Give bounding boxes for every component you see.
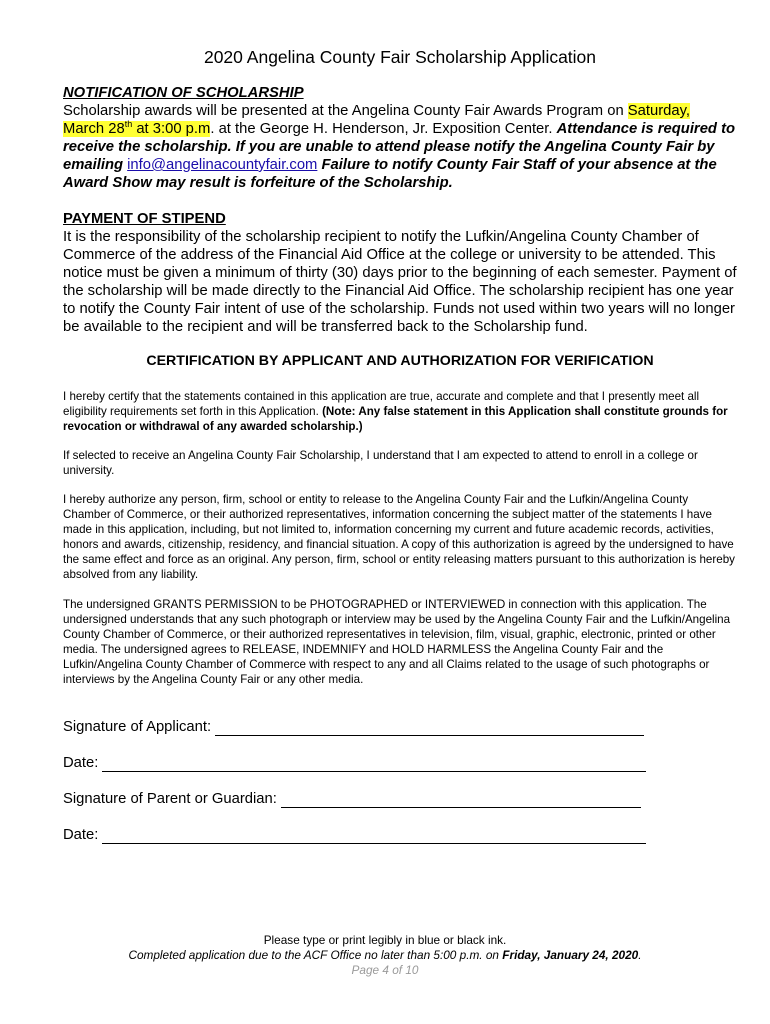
date-field-2[interactable] bbox=[63, 826, 646, 844]
date-label-2: Date: bbox=[63, 827, 99, 843]
notification-section bbox=[63, 84, 737, 192]
parent-signature-line[interactable] bbox=[281, 793, 641, 808]
forfeiture-notice: Failure to notify County Fair Staff of your absence at the Award Show may result is forfeiture of the Scholarship. bbox=[63, 157, 717, 191]
page-title: 2020 Angelina County Fair Scholarship Application bbox=[203, 47, 597, 67]
applicant-signature-label: Signature of Applicant: bbox=[63, 719, 212, 735]
stipend-body: It is the responsibility of the scholarship recipient to notify the Lufkin/Angelina County Chamber of Commerce of the address of the Financial Aid Office at the college or university to be attended. This notice must be given a minimum of thirty (30) days prior to the beginning of each semester. Payment of the scholarship will be made directly to the Financial Aid Office. The scholarship recipient has one year to notify the County Fair intent of use of the scholarship. Funds not used within two years will no longer be available to the recipient and will be transferred back to the Scholarship fund. bbox=[63, 229, 737, 335]
authorization-paragraph: I hereby authorize any person, firm, school or entity to release to the Angelina County Fair and the Lufkin/Angelina County Chamber of Commerce, or their authorized representatives, information concerning the subject matter of the statements I have made in this application, including, but not limited to, information concerning my current and future academic records, activities, honors and awards, citizenship, residency, and financial situation. A copy of this authorization is agreed by the undersigned to have the same effect and force as an original. Any person, firm, school or entity releasing matters pursuant to this authorization is hereby absolved from any liability. bbox=[63, 493, 735, 581]
highlight-date: Saturday, March 28th at 3:00 p.m bbox=[63, 103, 691, 137]
date-field[interactable] bbox=[63, 754, 646, 772]
photo-permission-paragraph: The undersigned GRANTS PERMISSION to be PHOTOGRAPHED or INTERVIEWED in connection with this application. The undersigned understands that any such photograph or interview may be used by the Angelina County Fair and the Lufkin/Angelina County Chamber of Commerce, or their authorized representatives in television, film, visual, graphic, electronic, printed or other media. The undersigned agrees to RELEASE, INDEMNIFY and HOLD HARMLESS the Angelina County Fair and the Lufkin/Angelina County Chamber of Commerce with respect to any and all Claims related to the usage of such photographs or interviews by the Angelina County Fair or any other media. bbox=[63, 598, 731, 686]
footer-instruction: Please type or print legibly in blue or black ink. bbox=[263, 933, 507, 947]
notification-heading: NOTIFICATION OF SCHOLARSHIP bbox=[63, 85, 304, 101]
applicant-signature-field[interactable] bbox=[63, 718, 644, 736]
email-link[interactable]: info@angelinacountyfair.com bbox=[127, 157, 318, 173]
attendance-notice: Attendance is required to receive the scholarship. If you are unable to attend please notify the Angelina County Fair by emailing bbox=[63, 121, 736, 173]
stipend-section bbox=[63, 210, 737, 336]
parent-signature-field[interactable] bbox=[63, 790, 641, 808]
footer-deadline: Completed application due to the ACF Office no later than 5:00 p.m. on Friday, January 24, 2020. bbox=[128, 948, 642, 962]
notification-text: Scholarship awards will be presented at the Angelina County Fair Awards Program on bbox=[63, 103, 628, 119]
certification-heading: CERTIFICATION BY APPLICANT AND AUTHORIZATION FOR VERIFICATION bbox=[146, 353, 654, 369]
parent-signature-label: Signature of Parent or Guardian: bbox=[63, 791, 277, 807]
stipend-heading: PAYMENT OF STIPEND bbox=[63, 211, 226, 227]
date-label: Date: bbox=[63, 755, 99, 771]
notification-text-2: . at the George H. Henderson, Jr. Exposition Center. bbox=[210, 121, 557, 137]
notification-body bbox=[63, 102, 737, 192]
applicant-signature-line[interactable] bbox=[215, 721, 644, 736]
date-line-2[interactable] bbox=[102, 829, 646, 844]
certification-paragraph-2: If selected to receive an Angelina County Fair Scholarship, I understand that I am expected to attend to enroll in a college or university. bbox=[63, 449, 698, 477]
date-line[interactable] bbox=[102, 757, 646, 772]
certification-paragraph-1: I hereby certify that the statements contained in this application are true, accurate and complete and that I presently meet all eligibility requirements set forth in this Application. (Note: Any false statement in this Application shall constitute grounds for revocation or withdrawal of any awarded scholarship.) bbox=[63, 390, 728, 433]
page-number: Page 4 of 10 bbox=[351, 963, 419, 977]
